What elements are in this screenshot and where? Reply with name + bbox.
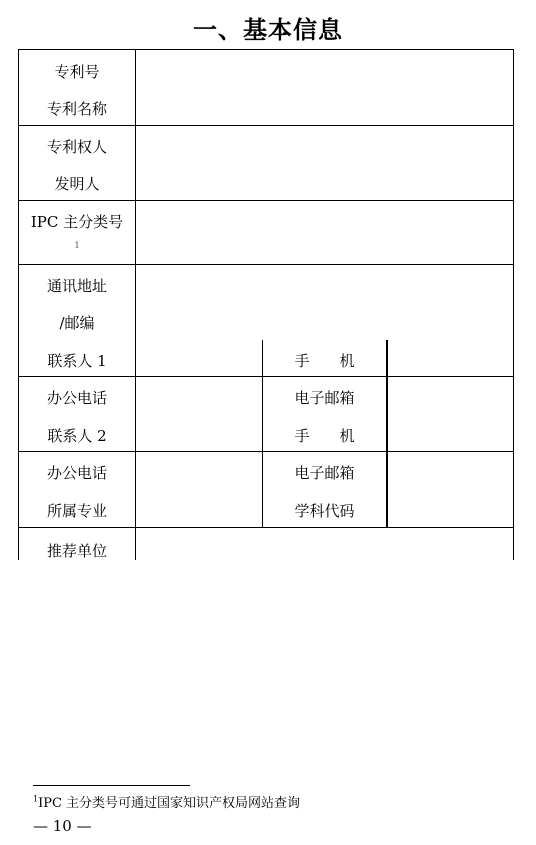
label-office-phone-2: 办公电话 xyxy=(46,464,107,482)
label-email-2: 电子邮箱 xyxy=(294,464,355,482)
label-inventor: 发明人 xyxy=(54,175,100,193)
table-row-divider xyxy=(18,125,514,126)
label-contact-2: 联系人 2 xyxy=(47,427,107,445)
label-ipc-class: IPC 主分类号 xyxy=(30,213,124,231)
label-email-1: 电子邮箱 xyxy=(294,389,355,407)
label-subject-code: 学科代码 xyxy=(294,502,355,520)
footnote-separator xyxy=(33,785,190,786)
label-patent-number: 专利号 xyxy=(54,63,100,81)
label-address: 通讯地址 xyxy=(46,277,107,295)
label-office-phone-1: 办公电话 xyxy=(46,389,107,407)
footnote-mark: 1 xyxy=(33,794,39,804)
label-mobile-2: 手 机 xyxy=(294,427,355,445)
label-patent-name: 专利名称 xyxy=(46,100,107,118)
table-row-divider xyxy=(18,376,514,377)
table-row-divider xyxy=(18,264,514,265)
label-postcode: /邮编 xyxy=(59,314,95,332)
label-contact-1: 联系人 1 xyxy=(47,352,107,370)
label-major: 所属专业 xyxy=(46,502,107,520)
table-row-divider xyxy=(18,527,514,528)
label-mobile-1: 手 机 xyxy=(294,352,355,370)
table-border-top xyxy=(18,49,514,50)
table-column-divider-inner-thick xyxy=(386,340,388,527)
ipc-footnote-mark: 1 xyxy=(74,241,80,250)
footnote xyxy=(33,792,300,811)
table-row-divider xyxy=(18,451,514,452)
table-row-divider xyxy=(18,200,514,201)
page-title: 一、基本信息 xyxy=(193,15,343,44)
page-number: — 10 — xyxy=(33,817,92,835)
label-recommending-unit: 推荐单位 xyxy=(46,542,107,560)
label-patentee: 专利权人 xyxy=(46,138,107,156)
footnote-text: IPC 主分类号可通过国家知识产权局网站查询 xyxy=(38,796,301,811)
